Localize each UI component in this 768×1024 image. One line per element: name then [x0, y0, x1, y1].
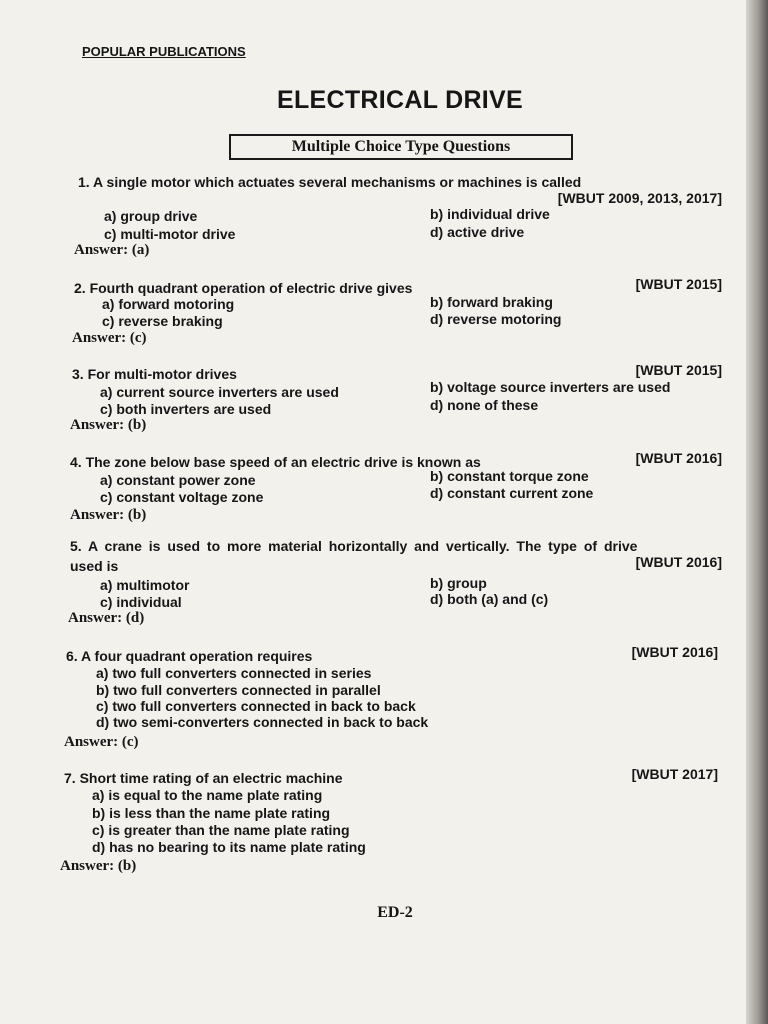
option-b: b) is less than the name plate rating — [92, 805, 331, 821]
answer: Answer: (c) — [64, 734, 139, 750]
option-b: b) constant torque zone — [430, 468, 589, 484]
option-c: c) two full converters connected in back to back — [96, 698, 416, 714]
question-tag: [WBUT 2017] — [631, 766, 718, 782]
question-tag: [WBUT 2015] — [635, 362, 722, 378]
option-b: b) group — [430, 575, 487, 591]
option-a: a) current source inverters are used — [100, 384, 339, 400]
option-c: c) both inverters are used — [100, 401, 272, 417]
question-stem: 5. A crane is used to more material horizontally and vertically. The type of drive — [70, 538, 638, 554]
page-title: ELECTRICAL DRIVE — [276, 86, 524, 114]
option-d: d) active drive — [430, 224, 525, 240]
option-d: d) reverse motoring — [430, 311, 562, 327]
option-c: c) is greater than the name plate rating — [92, 822, 350, 838]
option-a: a) multimotor — [100, 577, 190, 593]
answer: Answer: (c) — [72, 330, 147, 346]
option-d: d) none of these — [430, 397, 539, 413]
option-d: d) has no bearing to its name plate rating — [92, 839, 366, 855]
option-a: a) constant power zone — [100, 472, 256, 488]
question-stem: 4. The zone below base speed of an electric drive is known as — [70, 454, 481, 470]
question-tag: [WBUT 2009, 2013, 2017] — [557, 190, 722, 206]
publisher-name: POPULAR PUBLICATIONS — [82, 44, 246, 59]
question-stem: 7. Short time rating of an electric machine — [64, 770, 343, 786]
option-d: d) constant current zone — [430, 485, 594, 501]
option-a: a) two full converters connected in series — [96, 665, 372, 681]
answer: Answer: (b) — [70, 507, 147, 523]
answer: Answer: (a) — [74, 242, 150, 258]
option-b: b) voltage source inverters are used — [430, 379, 671, 395]
option-d: d) both (a) and (c) — [430, 591, 549, 607]
question-tag: [WBUT 2015] — [635, 276, 722, 292]
option-b: b) individual drive — [430, 206, 550, 222]
answer: Answer: (d) — [68, 610, 145, 626]
option-c: c) constant voltage zone — [100, 489, 264, 505]
option-c: c) reverse braking — [102, 313, 223, 329]
answer: Answer: (b) — [60, 858, 137, 874]
question-stem: 3. For multi-motor drives — [72, 366, 237, 382]
question-stem: 2. Fourth quadrant operation of electric drive gives — [74, 280, 413, 296]
question-tag: [WBUT 2016] — [635, 554, 722, 570]
question-stem-continued: used is — [70, 558, 119, 574]
answer: Answer: (b) — [70, 417, 147, 433]
question-tag: [WBUT 2016] — [631, 644, 718, 660]
section-heading: Multiple Choice Type Questions — [229, 134, 573, 160]
option-a: a) group drive — [104, 208, 198, 224]
option-b: b) two full converters connected in parallel — [96, 682, 381, 698]
option-a: a) is equal to the name plate rating — [92, 787, 323, 803]
page-edge-shadow — [746, 0, 768, 1024]
page-number: ED-2 — [377, 904, 413, 921]
question-tag: [WBUT 2016] — [635, 450, 722, 466]
option-a: a) forward motoring — [102, 296, 235, 312]
option-c: c) individual — [100, 594, 182, 610]
question-stem: 6. A four quadrant operation requires — [66, 648, 313, 664]
question-stem: 1. A single motor which actuates several mechanisms or machines is called — [78, 174, 582, 190]
option-d: d) two semi-converters connected in back to back — [96, 714, 429, 730]
option-c: c) multi-motor drive — [104, 226, 236, 242]
option-b: b) forward braking — [430, 294, 553, 310]
